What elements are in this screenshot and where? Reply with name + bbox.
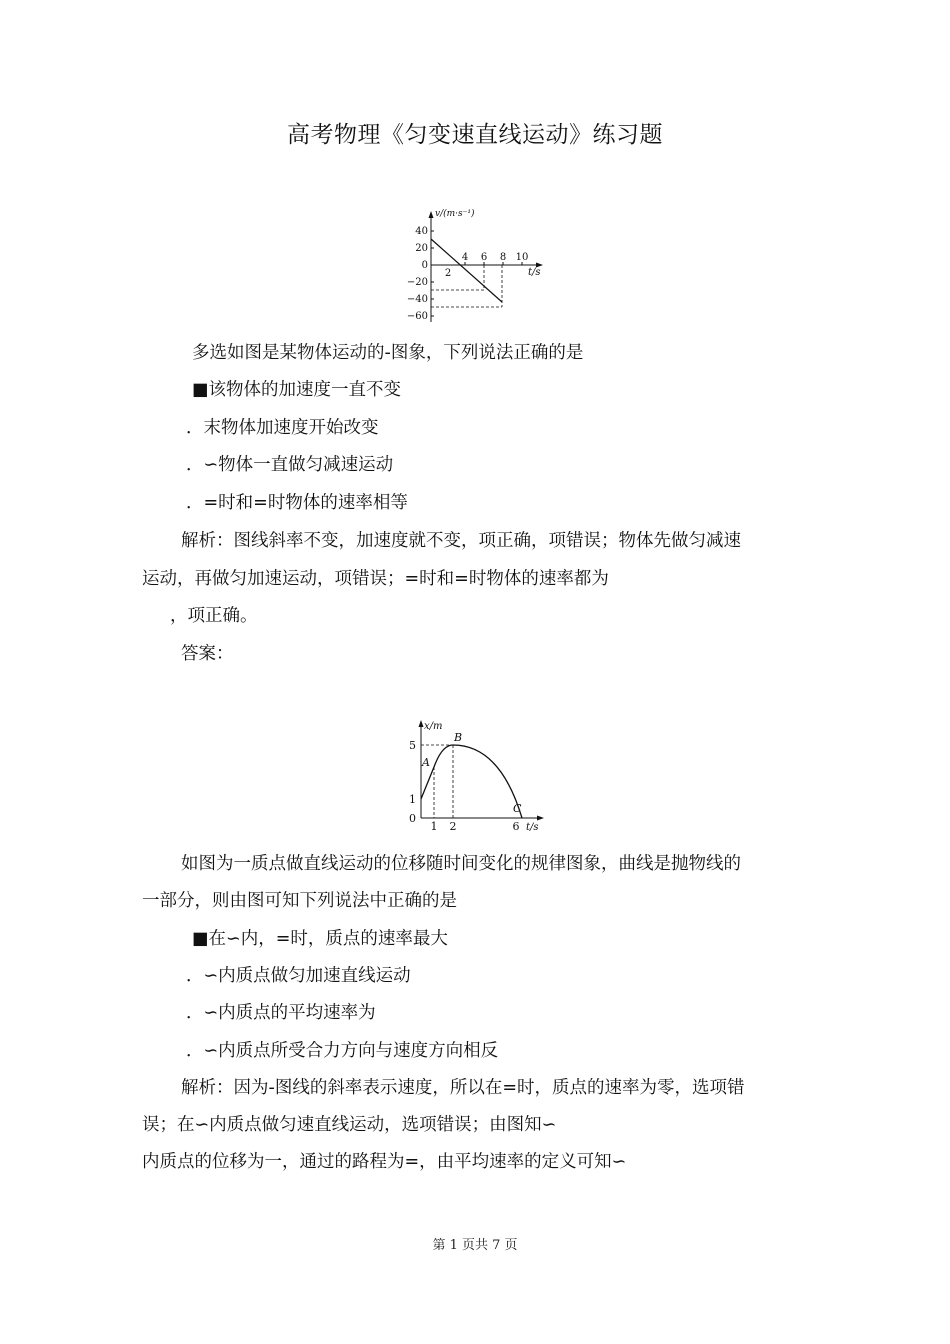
y-tick-label: −40 [406, 294, 428, 305]
question-2-analysis: 误；在∽内质点做匀速直线运动，选项错误；由图知∽ [142, 1115, 557, 1135]
y-tick-label: 40 [415, 226, 428, 237]
y-tick-label: 5 [409, 739, 416, 752]
y-tick-label: 0 [409, 812, 416, 825]
y-tick-label: 0 [421, 260, 428, 271]
x-tick-label: 6 [512, 820, 520, 833]
question-1-option: ■该物体的加速度一直不变 [192, 380, 402, 400]
question-1-stem: 多选如图是某物体运动的-图象，下列说法正确的是 [192, 343, 584, 363]
y-axis-label: x/m [424, 721, 443, 732]
x-tick-label: 2 [449, 820, 457, 833]
question-1-option: ．=时和=时物体的速率相等 [186, 493, 408, 513]
question-2-analysis: 内质点的位移为一，通过的路程为=，由平均速率的定义可知∽ [142, 1152, 627, 1172]
y-tick-label: 20 [415, 243, 428, 254]
page-footer: 第 1 页共 7 页 [432, 1238, 518, 1253]
question-1-answer-label: 答案： [181, 644, 234, 664]
x-axis-label: t/s [528, 267, 541, 278]
question-1-option: ．∽物体一直做匀减速运动 [186, 455, 394, 475]
question-1-analysis: 解析：图线斜率不变，加速度就不变，项正确，项错误；物体先做匀减速 [181, 531, 741, 551]
question-1-analysis: 运动，再做匀加速运动，项错误；=时和=时物体的速率都为 [142, 569, 609, 589]
x-axis-label: t/s [526, 822, 539, 833]
position-time-graph [402, 714, 552, 836]
velocity-time-graph [404, 204, 554, 326]
y-axis-arrow [419, 720, 424, 727]
x-tick-label: 10 [515, 252, 529, 263]
y-tick-label: −20 [406, 277, 428, 288]
x-tick-label: 6 [480, 252, 488, 263]
question-1-option: ．末物体加速度开始改变 [186, 418, 379, 438]
x-tick-label: 2 [444, 268, 452, 279]
position-curve [421, 745, 522, 818]
question-2-stem: 一部分，则由图可知下列说法中正确的是 [142, 891, 457, 911]
page-title: 高考物理《匀变速直线运动》练习题 [287, 122, 663, 148]
x-tick-label: 8 [499, 252, 507, 263]
x-tick-label: 1 [430, 820, 438, 833]
x-axis-arrow [537, 816, 544, 821]
point-label: B [454, 731, 463, 744]
question-2-option: ．∽内质点所受合力方向与速度方向相反 [186, 1041, 499, 1061]
question-2-option: ．∽内质点做匀加速直线运动 [186, 966, 411, 986]
question-2-stem: 如图为一质点做直线运动的位移随时间变化的规律图象，曲线是抛物线的 [181, 854, 741, 874]
question-2-option: ■在∽内，=时，质点的速率最大 [192, 929, 448, 949]
question-2-analysis: 解析：因为-图线的斜率表示速度，所以在=时，质点的速率为零，选项错 [181, 1078, 745, 1098]
y-axis-arrow [429, 211, 434, 218]
point-label: C [513, 802, 522, 815]
question-1-analysis: ，项正确。 [170, 606, 258, 626]
question-2-option: ．∽内质点的平均速率为 [186, 1003, 376, 1023]
x-tick-label: 4 [461, 252, 469, 263]
y-tick-label: 1 [409, 793, 416, 806]
point-label: A [422, 756, 430, 769]
velocity-line [431, 239, 502, 302]
y-axis-label: v/(m·s⁻¹) [435, 209, 475, 219]
y-tick-label: −60 [406, 311, 428, 322]
